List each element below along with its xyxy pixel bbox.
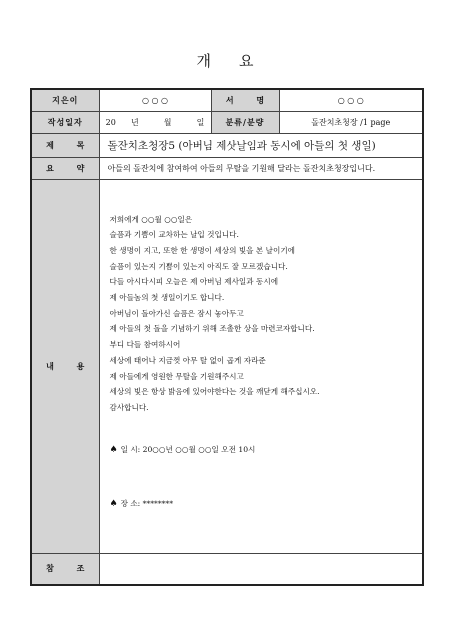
author-label: 지은이 [31, 89, 99, 111]
content-line: 세상의 빛은 항상 밝음에 있어야한다는 것을 깨닫게 해주십시오. [109, 387, 320, 397]
date-year-unit: 년 [130, 117, 139, 127]
content-line: 슬픔과 기쁨이 교차하는 날입 것입니다. [109, 230, 239, 240]
content-row [31, 179, 423, 553]
content-label: 내 용 [31, 179, 99, 553]
date-value[interactable] [99, 111, 211, 133]
subject-row [31, 133, 423, 157]
author-row [31, 89, 423, 111]
content-line: 세상에 태어나 지금껏 아무 탈 없이 곱게 자라준 [109, 355, 266, 365]
subject-label: 제 목 [31, 133, 99, 157]
date-label: 작성일자 [31, 111, 99, 133]
event-place-text: 장 소: ******** [120, 499, 174, 509]
content-body[interactable] [99, 179, 423, 553]
summary-label: 요 약 [31, 157, 99, 179]
sign-value[interactable]: ○ ○ ○ [279, 89, 423, 111]
content-line: 감사합니다. [109, 402, 149, 412]
subject-value[interactable]: 돌잔치초청장5 (아버님 제삿날임과 동시에 아들의 첫 생일) [99, 133, 423, 157]
author-value[interactable]: ○ ○ ○ [99, 89, 211, 111]
date-row [31, 111, 423, 133]
content-line: 제 아들의 첫 돌을 기념하기 위해 조촐한 상을 마련코자합니다. [109, 324, 315, 334]
content-line: 부디 다들 참여하시어 [109, 340, 181, 350]
spade-icon: ♠ [109, 444, 118, 455]
date-month-unit: 월 [163, 117, 172, 127]
sign-label: 서 명 [211, 89, 279, 111]
category-value[interactable]: 돌잔치초청장 /1 page [279, 111, 423, 133]
content-line: 제 아들놈의 첫 생일이기도 합니다. [109, 293, 225, 303]
page-title: 개요 [196, 52, 282, 70]
category-label: 분류/분량 [211, 111, 279, 133]
date-day-unit: 일 [196, 117, 205, 127]
event-time-text: 일 시: 20○○년 ○○월 ○○일 오전 10시 [120, 444, 256, 454]
overview-form [30, 88, 424, 586]
spade-icon: ♠ [109, 499, 118, 510]
content-line: 슬픔이 있는지 기쁨이 있는지 아직도 잘 모르겠습니다. [109, 261, 288, 271]
event-time [110, 442, 413, 459]
content-line: 다들 아시다시피 오늘은 제 아버님 제사일과 동시에 [109, 277, 279, 287]
content-line: 저희에게 ○○월 ○○일은 [109, 214, 193, 224]
summary-value[interactable]: 아들의 돌잔치에 참여하여 아들의 무탈을 기원해 달라는 돌잔치초청장입니다. [99, 157, 423, 179]
reference-row [31, 553, 423, 585]
content-line: 아버님이 돌아가신 슬픔은 잠시 놓아두고 [109, 308, 244, 318]
content-lines [110, 212, 413, 416]
summary-row [31, 157, 423, 179]
event-place [110, 496, 413, 513]
content-line: 한 생명이 지고, 또한 한 생명이 세상의 빛을 본 날이기에 [109, 245, 296, 255]
reference-value[interactable] [99, 553, 423, 585]
content-line: 제 아들에게 영원한 무탈을 기원해주시고 [109, 371, 244, 381]
reference-label: 참 조 [31, 553, 99, 585]
date-year: 20 [105, 117, 116, 127]
